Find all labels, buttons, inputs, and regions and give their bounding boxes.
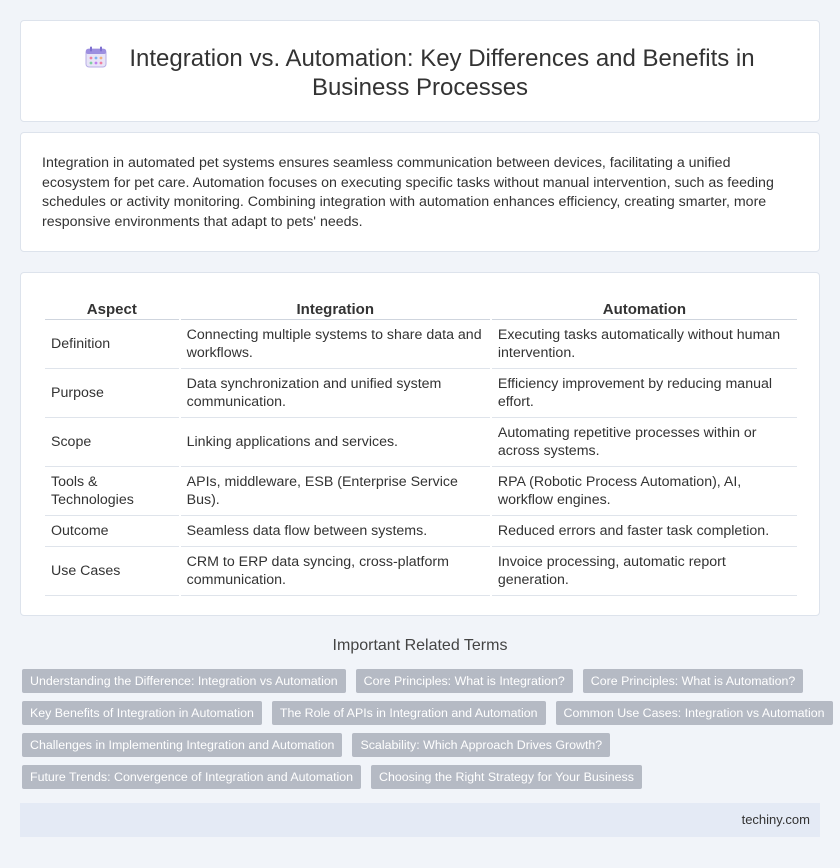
cell-integration: CRM to ERP data syncing, cross-platform communication. (181, 547, 490, 596)
comparison-table-card (20, 272, 820, 616)
table-row (45, 516, 797, 547)
cell-integration: Seamless data flow between systems. (181, 516, 490, 547)
tag-row (22, 733, 812, 757)
related-tag[interactable]: Core Principles: What is Automation? (583, 669, 804, 693)
related-tag[interactable]: Choosing the Right Strategy for Your Business (371, 765, 642, 789)
table-row (45, 418, 797, 467)
related-terms-list (22, 669, 825, 797)
title-line-1: Integration vs. Automation: Key Differences and Benefits in (129, 45, 755, 72)
cell-aspect: Use Cases (45, 547, 179, 596)
cell-automation: RPA (Robotic Process Automation), AI, workflow engines. (492, 467, 797, 516)
cell-integration: APIs, middleware, ESB (Enterprise Service Bus). (181, 467, 490, 516)
related-tag[interactable]: Challenges in Implementing Integration and Automation (22, 733, 342, 757)
cell-aspect: Outcome (45, 516, 179, 547)
cell-aspect: Tools & Technologies (45, 467, 179, 516)
related-tag[interactable]: Key Benefits of Integration in Automation (22, 701, 262, 725)
table-header-row (45, 297, 797, 320)
related-terms-title: Important Related Terms (332, 637, 508, 654)
site-name[interactable]: techiny.com (741, 812, 810, 827)
cell-automation: Efficiency improvement by reducing manual effort. (492, 369, 797, 418)
cell-automation: Automating repetitive processes within or across systems. (492, 418, 797, 467)
header-integration: Integration (181, 297, 490, 320)
tag-row (22, 669, 812, 693)
tag-row (22, 701, 825, 725)
intro-text: Integration in automated pet systems ensures seamless communication between devices, facilitating a unified ecosystem for pet care. Automation focuses on executing specific tasks without manual intervention, such as feeding schedules or activity monitoring. Combining integration with automation enhances efficiency, creating smarter, more responsive environments that adapt to pets' needs. (42, 155, 774, 230)
title-card (20, 20, 820, 122)
cell-automation: Invoice processing, automatic report generation. (492, 547, 797, 596)
cell-integration: Data synchronization and unified system communication. (181, 369, 490, 418)
related-tag[interactable]: Understanding the Difference: Integration vs Automation (22, 669, 346, 693)
cell-aspect: Definition (45, 320, 179, 369)
related-tag[interactable]: The Role of APIs in Integration and Automation (272, 701, 546, 725)
header-aspect: Aspect (45, 297, 179, 320)
cell-integration: Connecting multiple systems to share data and workflows. (181, 320, 490, 369)
cell-aspect: Purpose (45, 369, 179, 418)
header-automation: Automation (492, 297, 797, 320)
cell-automation: Reduced errors and faster task completion. (492, 516, 797, 547)
related-tag[interactable]: Future Trends: Convergence of Integration and Automation (22, 765, 361, 789)
comparison-table (43, 297, 799, 596)
cell-aspect: Scope (45, 418, 179, 467)
intro-card (20, 132, 820, 252)
cell-integration: Linking applications and services. (181, 418, 490, 467)
tag-row (22, 765, 812, 789)
calendar-icon (85, 46, 107, 68)
page-title (21, 44, 819, 102)
table-row (45, 547, 797, 596)
table-row (45, 467, 797, 516)
related-tag[interactable]: Common Use Cases: Integration vs Automation (556, 701, 833, 725)
table-row (45, 320, 797, 369)
footer (20, 803, 820, 837)
title-line-2: Business Processes (311, 74, 529, 101)
related-tag[interactable]: Scalability: Which Approach Drives Growth? (352, 733, 610, 757)
cell-automation: Executing tasks automatically without human intervention. (492, 320, 797, 369)
table-row (45, 369, 797, 418)
related-tag[interactable]: Core Principles: What is Integration? (356, 669, 573, 693)
